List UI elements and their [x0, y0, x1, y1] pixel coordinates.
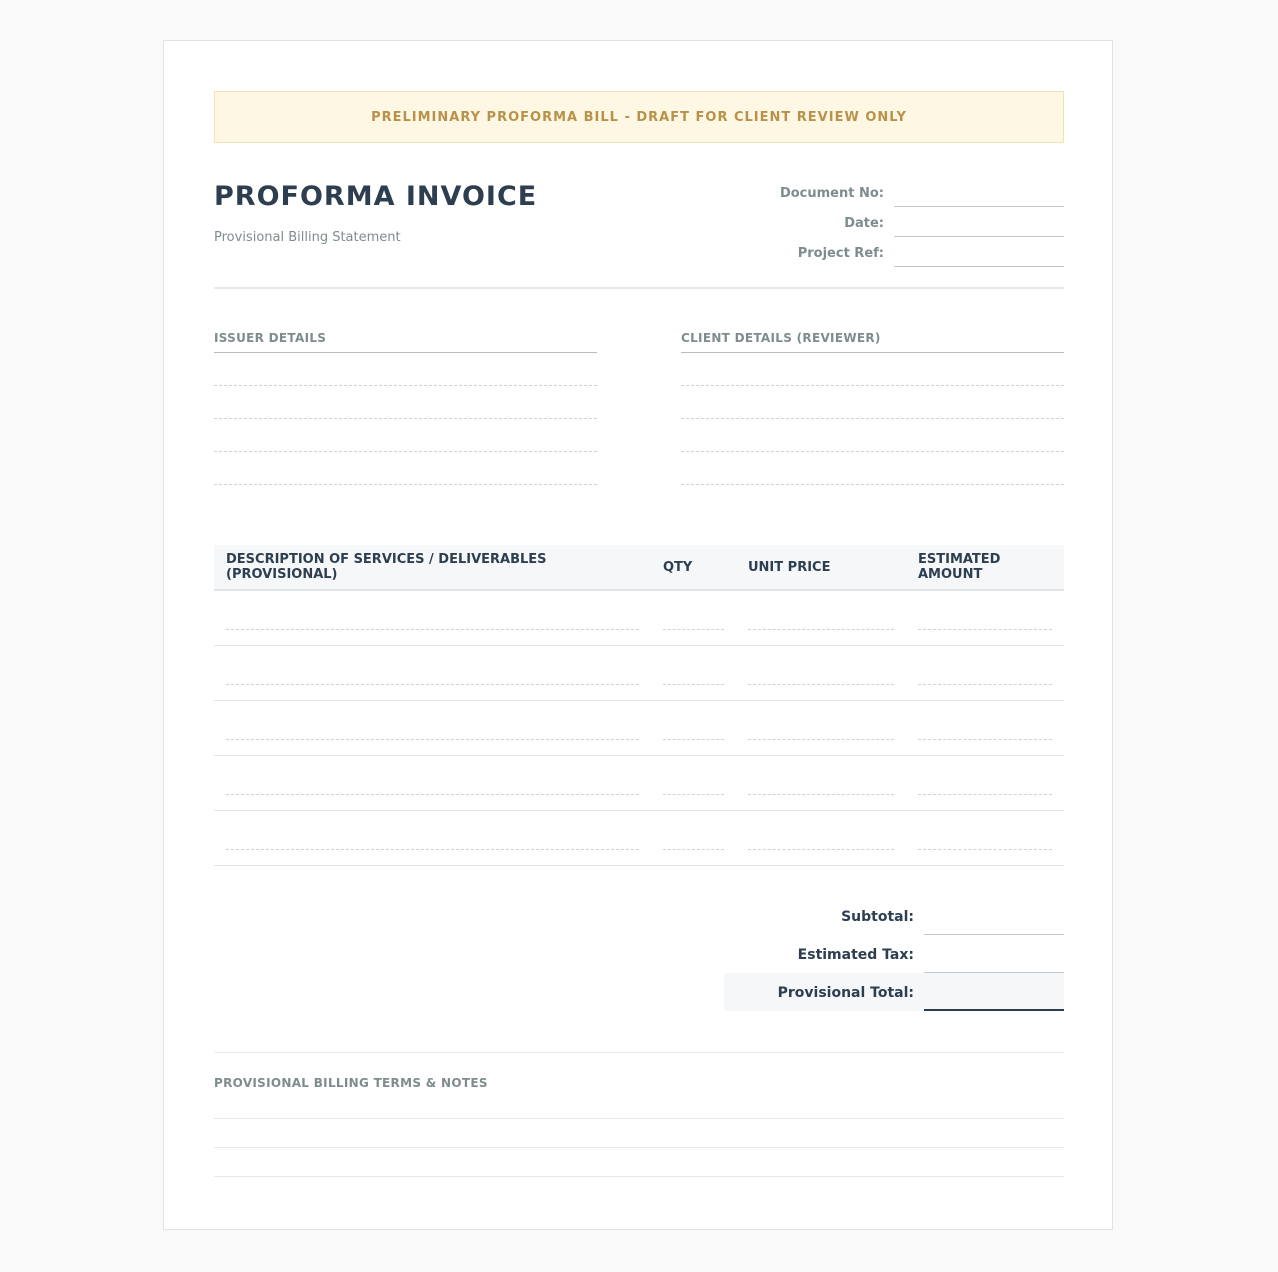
issuer-line[interactable]: [214, 419, 597, 452]
description-cell: [214, 646, 651, 701]
subtotal-field[interactable]: [924, 896, 1064, 935]
issuer-line[interactable]: [214, 386, 597, 419]
description-field[interactable]: [226, 701, 639, 740]
notes-title: PROVISIONAL BILLING TERMS & NOTES: [214, 1076, 488, 1090]
invoice-header: [214, 143, 1064, 289]
client-line[interactable]: [681, 353, 1064, 386]
unit-price-field[interactable]: [748, 646, 894, 685]
client-details-title: CLIENT DETAILS (REVIEWER): [681, 331, 1064, 353]
date-field[interactable]: [894, 214, 1064, 237]
amount-field[interactable]: [918, 591, 1052, 630]
document-no-field[interactable]: [894, 184, 1064, 207]
issuer-details-title: ISSUER DETAILS: [214, 331, 597, 353]
project-ref-field[interactable]: [894, 244, 1064, 267]
client-line[interactable]: [681, 452, 1064, 485]
amount-field[interactable]: [918, 811, 1052, 850]
amount-field[interactable]: [918, 646, 1052, 685]
document-meta: [744, 177, 1064, 267]
items-table-header: [214, 545, 1064, 590]
document-no-row: [744, 177, 1064, 207]
client-details: [681, 331, 1064, 485]
qty-field[interactable]: [663, 646, 724, 685]
estimated-tax-row: [724, 935, 1064, 973]
description-field[interactable]: [226, 591, 639, 630]
unit-price-field[interactable]: [748, 591, 894, 630]
subtotal-label: Subtotal:: [841, 909, 914, 925]
qty-field[interactable]: [663, 701, 724, 740]
client-line[interactable]: [681, 386, 1064, 419]
provisional-total-label: Provisional Total:: [777, 985, 914, 1001]
qty-cell: [651, 701, 736, 756]
unit-price-field[interactable]: [748, 811, 894, 850]
qty-field[interactable]: [663, 591, 724, 630]
invoice-content: [214, 91, 1064, 1177]
qty-cell: [651, 811, 736, 866]
table-row: [214, 701, 1064, 756]
description-field[interactable]: [226, 811, 639, 850]
provisional-total-row: [724, 973, 1064, 1011]
estimated-tax-label: Estimated Tax:: [797, 947, 914, 963]
description-field[interactable]: [226, 756, 639, 795]
totals-section: [214, 866, 1064, 1053]
document-no-label: Document No:: [779, 186, 884, 201]
unit-price-field[interactable]: [748, 756, 894, 795]
description-cell: [214, 811, 651, 866]
table-row: [214, 756, 1064, 811]
provisional-total-field[interactable]: [924, 971, 1064, 1011]
description-cell: [214, 756, 651, 811]
amount-cell: [906, 701, 1064, 756]
column-header-qty: QTY: [651, 545, 736, 590]
party-details: [214, 289, 1064, 545]
page-subtitle: Provisional Billing Statement: [214, 230, 401, 245]
invoice-page: [163, 40, 1113, 1230]
page-title: PROFORMA INVOICE: [214, 181, 538, 212]
description-cell: [214, 701, 651, 756]
unit-price-cell: [736, 811, 906, 866]
draft-banner: [214, 91, 1064, 143]
column-header-unit-price: UNIT PRICE: [736, 545, 906, 590]
subtotal-row: [724, 897, 1064, 935]
estimated-tax-field[interactable]: [924, 934, 1064, 973]
issuer-line[interactable]: [214, 452, 597, 485]
table-row: [214, 811, 1064, 866]
amount-cell: [906, 756, 1064, 811]
qty-cell: [651, 646, 736, 701]
qty-field[interactable]: [663, 756, 724, 795]
issuer-line[interactable]: [214, 353, 597, 386]
amount-field[interactable]: [918, 701, 1052, 740]
draft-banner-text: PRELIMINARY PROFORMA BILL - DRAFT FOR CLIENT REVIEW ONLY: [371, 109, 907, 125]
description-cell: [214, 590, 651, 646]
qty-cell: [651, 756, 736, 811]
notes-section: [214, 1053, 1064, 1177]
description-field[interactable]: [226, 646, 639, 685]
items-table: [214, 545, 1064, 866]
notes-line[interactable]: [214, 1148, 1064, 1177]
amount-cell: [906, 646, 1064, 701]
project-ref-row: [744, 237, 1064, 267]
unit-price-field[interactable]: [748, 701, 894, 740]
column-header-estimated-amount: ESTIMATED AMOUNT: [906, 545, 1064, 590]
amount-cell: [906, 590, 1064, 646]
notes-line[interactable]: [214, 1119, 1064, 1148]
table-row: [214, 590, 1064, 646]
unit-price-cell: [736, 646, 906, 701]
date-row: [744, 207, 1064, 237]
amount-field[interactable]: [918, 756, 1052, 795]
client-line[interactable]: [681, 419, 1064, 452]
notes-line[interactable]: [214, 1090, 1064, 1119]
table-row: [214, 646, 1064, 701]
unit-price-cell: [736, 590, 906, 646]
amount-cell: [906, 811, 1064, 866]
qty-cell: [651, 590, 736, 646]
project-ref-label: Project Ref:: [797, 246, 884, 261]
qty-field[interactable]: [663, 811, 724, 850]
unit-price-cell: [736, 701, 906, 756]
unit-price-cell: [736, 756, 906, 811]
issuer-details: [214, 331, 597, 485]
date-label: Date:: [844, 216, 884, 231]
column-header-description: DESCRIPTION OF SERVICES / DELIVERABLES (PROVISIONAL): [214, 545, 651, 590]
